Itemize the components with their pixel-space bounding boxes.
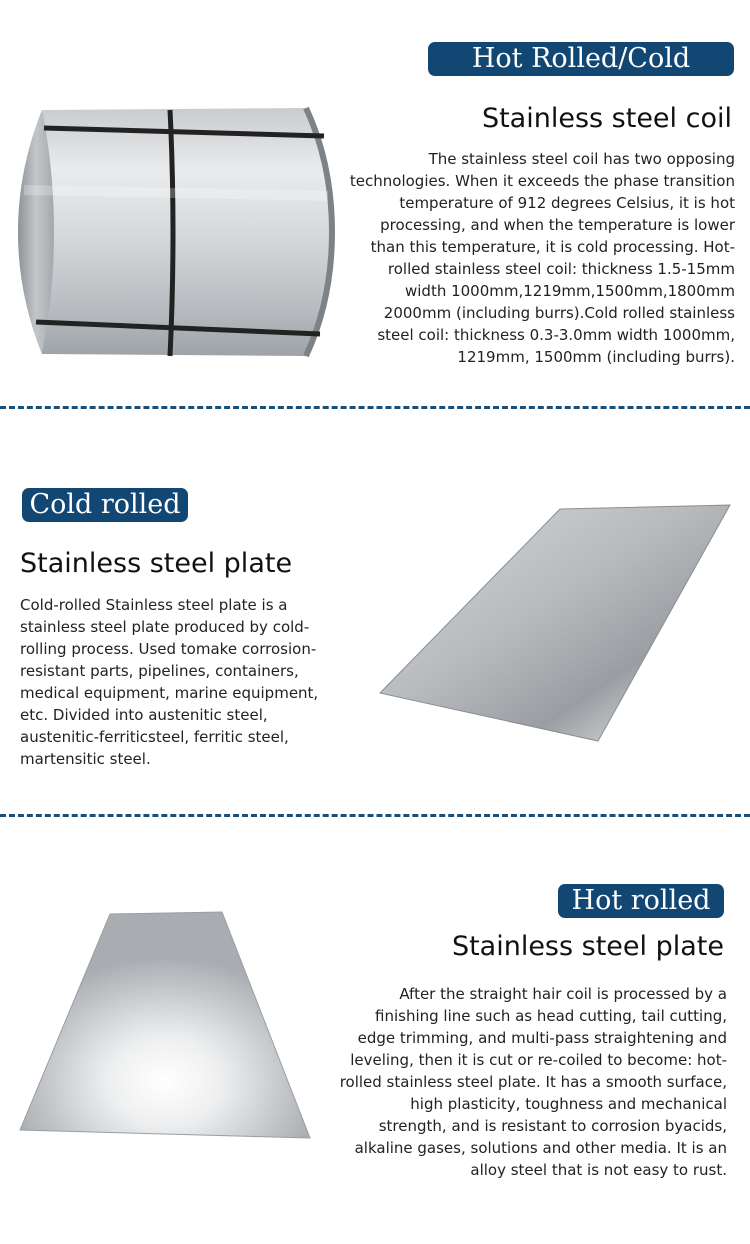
hot-rolled-badge: Hot rolled (558, 884, 724, 918)
hot-plate-description: After the straight hair coil is processed by a finishing line such as head cutting, tail cutting, edge trimming, and multi-pass straightening and leveling, then it is cut or re-coiled to become: hot-rolled stainless steel plate. It has a smooth surface, high plasticity, toughness and mechanical strength, and is resistant to corrosion byacids, alkaline gases, solutions and other media. It is an alloy steel that is not easy to rust. (339, 985, 727, 1179)
steel-coil-image (14, 104, 344, 360)
hot-cold-rolled-badge: Hot Rolled/Cold rolled (428, 42, 734, 76)
cold-rolled-plate-image (376, 503, 732, 745)
coil-title: Stainless steel coil (481, 103, 732, 134)
cold-rolled-badge: Cold rolled (22, 488, 188, 522)
cold-plate-description: Cold-rolled Stainless steel plate is a stainless steel plate produced by cold-rolling process. Used tomake corrosion-resistant parts, pipelines, containers, medical equipment, marine equipment, etc. Divided into austenitic steel, austenitic-ferriticsteel, ferritic steel, martensitic steel. (20, 596, 319, 768)
cold-plate-title: Stainless steel plate (20, 548, 293, 579)
section-divider-2 (0, 814, 750, 817)
hot-plate-title: Stainless steel plate (451, 931, 724, 962)
hot-rolled-plate-image (18, 910, 312, 1142)
section-divider-1 (0, 406, 750, 409)
coil-description: The stainless steel coil has two opposing technologies. When it exceeds the phase transition temperature of 912 degrees Celsius, it is hot processing, and when the temperature is lower than this temperature, it is cold processing. Hot-rolled stainless steel coil: thickness 1.5-15mm width 1000mm,1219mm,1500mm,1800mm 2000mm (including burrs).Cold rolled stainless steel coil: thickness 0.3-3.0mm width 1000mm, 1219mm, 1500mm (including burrs). (349, 150, 735, 366)
